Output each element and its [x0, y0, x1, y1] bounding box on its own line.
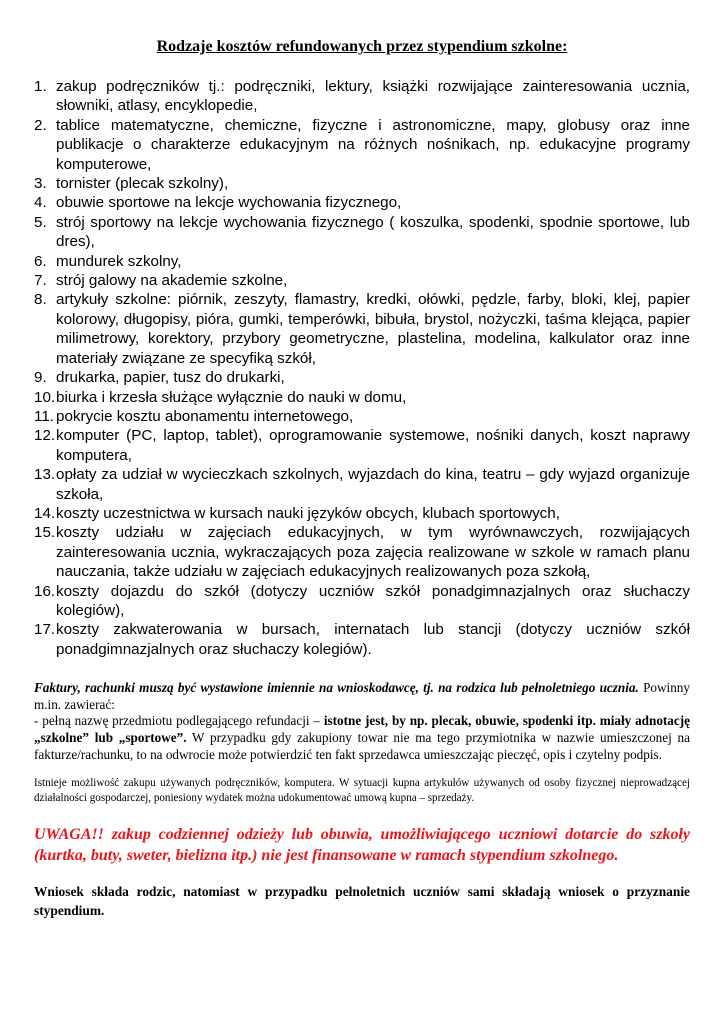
list-item — [34, 620, 690, 659]
list-item-number: 2. — [34, 116, 47, 134]
used-purchase-note: Istnieje możliwość zakupu używanych podręczników, komputera. W sytuacji kupna artykułów używanych od osoby fizycznej nieprowadzącej działalności gospodarczej, poniesiony wydatek można udokumentować umową kupna – sprzedaży. — [34, 777, 690, 805]
list-item-number: 15. — [34, 524, 56, 542]
list-item-number: 17. — [34, 621, 56, 639]
list-item-number: 11. — [34, 407, 54, 425]
list-item-number: 9. — [34, 369, 47, 387]
invoice-lead-rest: Powinny m.in. zawierać: — [34, 680, 690, 712]
list-item — [34, 116, 690, 174]
list-item — [34, 504, 690, 523]
list-item-number: 14. — [34, 504, 56, 522]
list-item-text: koszty dojazdu do szkół (dotyczy uczniów szkół ponadgimnazjalnych oraz słuchaczy kolegiów), — [56, 582, 690, 619]
list-item-number: 12. — [34, 427, 56, 445]
list-item — [34, 290, 690, 368]
invoice-line-start: - pełną nazwę przedmiotu podlegającego refundacji – — [34, 713, 324, 729]
list-item-number: 6. — [34, 252, 47, 270]
list-item-number: 16. — [34, 582, 56, 600]
list-item — [34, 213, 690, 252]
list-item-text: obuwie sportowe na lekcje wychowania fizycznego, — [56, 194, 402, 212]
list-item-number: 8. — [34, 291, 47, 309]
list-item-text: artykuły szkolne: piórnik, zeszyty, flamastry, kredki, ołówki, pędzle, farby, bloki, klej, papier kolorowy, długopisy, pióra, gumki, temperówki, bibuła, brystol, nożyczki, taśma klejąca, papier milimetrowy, korektory, przybory geometryczne, plastelina, modelina, kalkulator oraz inne materiały związane ze specyfiką szkół, — [56, 291, 690, 367]
final-note: Wniosek składa rodzic, natomiast w przypadku pełnoletnich uczniów sami składają wniosek o przyznanie stypendium. — [34, 884, 690, 918]
list-item — [34, 388, 690, 407]
list-item-text: opłaty za udział w wycieczkach szkolnych, wyjazdach do kina, teatru – gdy wyjazd organizuje szkoła, — [56, 466, 690, 503]
list-item-text: pokrycie kosztu abonamentu internetowego, — [56, 407, 354, 425]
list-item — [34, 426, 690, 465]
list-item-text: tablice matematyczne, chemiczne, fizyczne i astronomiczne, mapy, globusy oraz inne publikacje o charakterze edukacyjnym na różnych nośnikach, np. edukacyjne programy komputerowe, — [56, 116, 690, 173]
document-title: Rodzaje kosztów refundowanych przez stypendium szkolne: — [156, 38, 568, 55]
list-item — [34, 407, 690, 426]
invoice-lead: Faktury, rachunki muszą być wystawione imiennie na wnioskodawcę, tj. na rodzica lub pełnoletniego ucznia. — [34, 680, 639, 696]
list-item-text: drukarka, papier, tusz do drukarki, — [56, 369, 285, 387]
list-item-number: 13. — [34, 466, 56, 484]
list-item-text: tornister (plecak szkolny), — [56, 175, 229, 193]
list-item — [34, 193, 690, 212]
list-item — [34, 582, 690, 621]
list-item-number: 4. — [34, 194, 47, 212]
invoice-requirements — [34, 680, 690, 763]
list-item — [34, 523, 690, 581]
list-item-number: 7. — [34, 272, 47, 290]
list-item-number: 10. — [34, 388, 56, 406]
warning-note: UWAGA!! zakup codziennej odzieży lub obuwia, umożliwiającego uczniowi dotarcie do szkoły (kurtka, buty, sweter, bielizna itp.) nie jest finansowane w ramach stypendium szkolnego. — [34, 826, 690, 864]
list-item-text: koszty uczestnictwa w kursach nauki języków obcych, klubach sportowych, — [56, 504, 560, 522]
list-item-text: biurka i krzesła służące wyłącznie do nauki w domu, — [56, 388, 407, 406]
list-item-text: koszty udziału w zajęciach edukacyjnych, w tym wyrównawczych, rozwijających zainteresowania ucznia, wykraczających poza zajęcia realizowane w szkole w ramach planu nauczania, także udziału w zajęciach edukacyjnych realizowanych poza szkołą, — [56, 524, 690, 581]
refund-cost-list — [34, 77, 690, 659]
list-item-text: strój galowy na akademie szkolne, — [56, 272, 288, 290]
list-item-number: 5. — [34, 213, 47, 231]
invoice-line-rest: W przypadku gdy zakupiony towar nie ma tego przymiotnika w nazwie umieszczonej na fakturze/rachunku, to na odwrocie może potwierdzić ten fakt sprzedawca umieszczając pieczęć, opis i czytelny podpis. — [34, 729, 690, 762]
list-item-number: 3. — [34, 175, 47, 193]
list-item — [34, 174, 690, 193]
list-item-text: zakup podręczników tj.: podręczniki, lektury, książki rozwijające zainteresowania ucznia, słowniki, atlasy, encyklopedie, — [56, 78, 690, 115]
invoice-line-bold: istotne jest, by np. plecak, obuwie, spodenki itp. miały adnotację „szkolne” lub „sportowe”. — [34, 713, 691, 745]
list-item-text: strój sportowy na lekcje wychowania fizycznego ( koszulka, spodenki, spodnie sportowe, lub dres), — [56, 213, 690, 251]
list-item — [34, 77, 690, 116]
list-item-text: komputer (PC, laptop, tablet), oprogramowanie systemowe, nośniki danych, koszt naprawy komputera, — [56, 427, 690, 464]
list-item — [34, 252, 690, 271]
list-item — [34, 465, 690, 504]
list-item-text: koszty zakwaterowania w bursach, internatach lub stancji (dotyczy uczniów szkół ponadgimnazjalnych oraz słuchaczy kolegiów). — [56, 621, 690, 658]
list-item — [34, 368, 690, 387]
list-item — [34, 271, 690, 290]
list-item-number: 1. — [34, 78, 47, 95]
list-item-text: mundurek szkolny, — [56, 252, 182, 270]
